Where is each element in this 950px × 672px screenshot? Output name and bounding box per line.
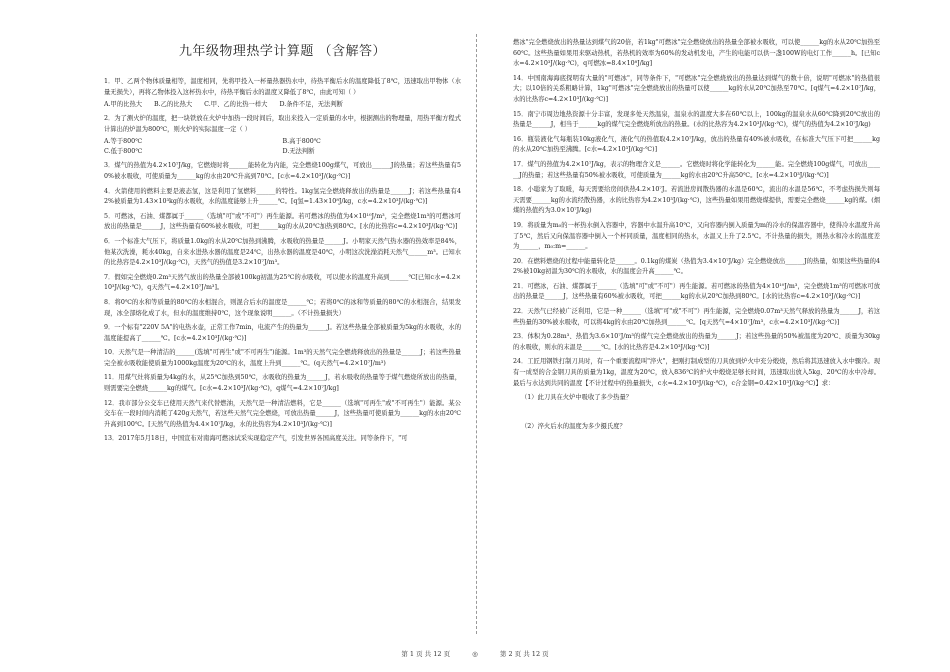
question-q3: 3．煤气的热值为4.2×10⁷J/kg，它燃烧时将______能转化为内能，完全燃烧100g煤气，可放出______J的热量；若这些热量有50%被水吸收，可使质量为______kg的水由20℃升高到70℃。[c水=4.2×10³J/(kg·℃)] (104, 162, 461, 180)
question-q10: 10．天然气是一种清洁的______(选填"可再生"或"不可再生")能源。1m³的天然气完全燃烧释放出的热量是______J；若这些热量完全被水吸收能使质量为1000kg温度为20℃的水，温度上升到______℃。(q天然气=4.2×10⁷J/m³) (104, 349, 461, 367)
page-number-left: 第 1 页 共 12 页 (401, 650, 451, 658)
question-q21: 21．可燃冰，石油、煤都属于______（选填"可"或"不可"）再生能源。若可燃冰的热值为4×10¹⁰J/m³，完全燃烧1m³的可燃冰可放出的热量是______J，这些热量有60%被水吸收，可把______kg的水从20℃加热到80℃。[水的比热容c=4.2×10³J/(kg·℃)] (513, 282, 880, 301)
left-question-list (104, 77, 461, 445)
answer-option: A.甲的比热大 (104, 101, 143, 109)
question-q2: 2．为了测火炉的温度，把一块铁放在火炉中加热一段时间后，取出来投入一定质量的水中，根据测出的物理量，用热平衡方程式计算出的炉温为800℃，则火炉的实际温度一定（ ） (104, 115, 461, 133)
question-q4: 4．火箭使用的燃料主要是液态氢，这是利用了氢燃料______的特性。1kg氢完全燃烧释放出的热量是______J；若这些热量有42%被质量为1.43×10³kg的水吸收，水的温度能够上升______℃。[q氢=1.43×10⁸J/kg，c水=4.2×10³J/(kg·℃)] (104, 187, 461, 206)
question-q6: 6．一个标准大气压下，将质量1.0kg的水从20℃加热到沸腾，水吸收的热量是______J。小明家天然气热水器的热效率是84%，他某次洗澡，耗水40kg，自来水进热水器的温度是24℃，出热水器的温度是40℃，小明这次洗澡消耗天然气______m³。已知水的比热容是4.2×10³J/(kg·℃)，天然气的热值是3.2×10⁷J/m³。 (104, 237, 461, 267)
question-q17: 17．煤气的热值为4.2×10⁷J/kg，表示的物理含义是______。它燃烧时将化学能转化为______能。完全燃烧100g煤气，可放出______J的热量；若这些热量有50%被水吸收，可使质量为______kg的水由20℃升高50℃。[c水=4.2×10³J/(kg·℃)] (513, 160, 880, 179)
question-q20: 20．在燃料燃烧的过程中能量转化是______。0.1kg的煤炭（热值为3.4×10⁷J/kg）完全燃烧放出______J的热量，如果这些热量的42%被10kg初温为30℃的水吸收，水的温度会升高______℃。 (513, 257, 880, 276)
question-q13: 13．2017年5月18日，中国宣布对南海可燃冰试采实现稳定产气，引发世界各国高度关注。同等条件下，"可 (104, 435, 408, 443)
question-q8: 8．将0℃的水和等质量的80℃的水相混合，则混合后水的温度是______℃；若将0℃的冰和等质量的80℃的水相混合，结果发现，冰全部熔化成了水，但水的温度维持0℃，这个现象说明______。（不计热量损失） (104, 298, 461, 317)
q1o-options (104, 100, 461, 110)
question-q14: 14．中国南海海底探明有大量的"可燃冰"，同等条件下，"可燃冰"完全燃烧放出的热量达到煤气的数十倍，说明"可燃冰"的热值很大；以10倍的关系粗略计算，1kg"可燃冰"完全燃烧放出的热量可以使______kg的水从20℃加热至70℃。[q煤气=4.2×10⁷J/kg，水的比热容c=4.2×10³J/(kg·℃)] (513, 74, 880, 103)
answer-option: D.无法判断 (282, 148, 315, 156)
answer-option: C.甲、乙的比热一样大 (204, 101, 268, 109)
footer-separator: ◎ (472, 650, 478, 658)
answer-option: B.乙的比热大 (154, 101, 193, 109)
question-q19: 19．将质量为m₀的一杯热水倒入容器中，容器中水温升高10℃，又向容器内倒入质量为m的冷水的保温容器中，使得冷水温度升高了5℃，然后又向保温容器中倒入一个杯同质量，温度相同的热水，水温又上升了2.5℃。不计热量的损失，则热水和冷水的温度差为______，m₀:m=______。 (513, 221, 880, 251)
sub-question: （1）此刀具在火炉中吸收了多少热量？ (521, 394, 633, 402)
question-q12: 12．我市部分公交车已使用天然气来代替燃油，天然气是一种清洁燃料，它是______（选填"可再生"或"不可再生"）能源。某公交车在一段时间内消耗了420g天然气，若这些天然气完全燃烧，可放出热量______J，这些热量可使质量为______kg的水由20℃升高到100℃。[天然气的热值为4.4×10⁷J/kg，水的比热容为4.2×10³J/(kg·℃)] (104, 399, 461, 428)
question-q23: 23．体积为0.28m³、热值为3.6×10⁷J/m³的煤气完全燃烧放出的热量为______J；若这些热量的50%被温度为20℃、质量为30kg的水吸收，则水的末温是______℃。[水的比热容是4.2×10³J/(kg·℃)] (513, 333, 880, 351)
answer-option: C.低于800℃ (104, 148, 143, 156)
answer-option: D.条件不足，无法判断 (279, 101, 343, 109)
question-q9: 9．一个标有"220V 5A"的电热水壶，正常工作7min，电流产生的热量为______J。若这些热量全部被质量为5kg的水吸收，水的温度能提高了______℃。[c水=4.2×10³J/(kg·℃)] (104, 324, 462, 342)
question-q15: 15．南宁市周边地热资源十分丰富，发现多处天然温泉，温泉水的温度大多在60℃以上，100kg的温泉水从60℃降到20℃放出的热量是______J，相当于______kg的煤气完全燃烧所放出的热量。(水的比热容为4.2×10³J/(kg·℃)，煤气的热值为4.2×10⁷J/kg) (513, 110, 880, 129)
question-q7: 7．假如完全燃烧0.2m³天然气放出的热量全部被100kg初温为25℃的水吸收，可以使水的温度升高到______℃[已知c水=4.2×10³J/(kg·℃)，q天然气=4.2×10⁷J/m³]。 (104, 273, 461, 292)
question-q18: 18．小聪家为了取暖，每天需要给房间供热4.2×10⁷J。若流进房间散热器的水温是60℃，流出的水温是56℃，不考虑热损失则每天需要______kg的水流经散热器，水的比热容为4.2×10³J/(kg·℃)，这些热量如果用燃烧煤提供，需要完全燃烧______kg的煤。(烟煤的热值约为3.0×10⁷J/kg) (513, 186, 880, 215)
question-q5: 5．可燃冰，石油、煤都属于______（选填"可"或"不可"）再生能源。若可燃冰的热值为4×10¹⁰J/m³，完全燃烧1m³的可燃冰可放出的热量是______J，这些热量有60%被水吸收，可把______kg的水从20℃加热到80℃。[水的比热容c=4.2×10³J/(kg·℃)] (104, 212, 461, 231)
page-title: 九年级物理热学计算题 （含解答） (178, 44, 387, 59)
question-q24: 24．工匠用钢铁打制刀具时，有一个重要流程叫"淬火"，把刚打制成型的刀具放到炉火中充分煅烧，然后将其迅速放入水中骤冷。现有一成型的合金钢刀具的质量为1kg，温度为20℃，放入836℃的炉火中煅烧足够长时间，迅速取出放入5kg、20℃的水中冷却。最后与水达到共同的温度【不计过程中的热量损失，c水=4.2×10³J/(kg·℃)，c合金钢=0.42×10³J/(kg·℃)】求： (513, 358, 880, 387)
sub-question: （2）淬火后水的温度为多少摄氏度？ (521, 422, 626, 430)
q2o-options (104, 137, 461, 157)
right-page (475, 0, 950, 672)
question-q16: 16．瓶装液化气每瓶装10kg液化气，液化气的热值取4.2×10⁷J/kg，放出的热量有40%被水吸收，在标准大气压下可把______kg的水从20℃加热至沸腾。[c水=4.2×10³J/(kg·℃)] (513, 135, 880, 154)
answer-option: B.高于800℃ (282, 138, 321, 146)
question-q1: 1．甲、乙两个物体质量相等，温度相同，先将甲投入一杯量热器热水中，待热平衡后水的温度降低了8℃，迅速取出甲物体（水量无损失），再将乙物体投入这杯热水中，待热平衡后水的温度又降低了8℃，由此可知（ ） (104, 78, 461, 96)
question-q13c: 燃冰"完全燃烧放出的热量达到煤气的20倍，若1kg"可燃冰"完全燃烧放出的热量全部被水吸收，可以使______kg的水从20℃加热至60℃。这些热量如果用来驱动热机，若热机的效率为60%的发动机发电，产生的电能可以供一盏100W的电灯工作______h。[已知c水=4.2×10³J/(kg·℃)，q可燃冰=8.4×10⁸J/kg] (513, 39, 880, 68)
right-question-list (513, 38, 880, 432)
question-q22: 22．天然气已经被广泛利用，它是一种______（选填"可"或"不可"）再生能源，完全燃烧0.07m³天然气释放的热量为______J，若这些热量的30%被水吸收，可以将4kg的水由20℃加热到______℃。[q天然气=4×10⁷J/m³，c水=4.2×10³J/(kg·℃)] (513, 308, 880, 326)
answer-option: A.等于800℃ (104, 138, 143, 146)
page-number-right: 第 2 页 共 12 页 (499, 650, 549, 658)
page-footer (0, 649, 950, 658)
question-q11: 11．用煤气灶将质量为4kg的水，从25℃加热到50℃，水吸收的热量为______J，若水吸收的热量等于煤气燃烧所放出的热量，则需要完全燃烧______kg的煤气。[c水=4.2×10³J/(kg·℃)，q煤气=4.2×10⁷J/kg] (104, 374, 461, 393)
